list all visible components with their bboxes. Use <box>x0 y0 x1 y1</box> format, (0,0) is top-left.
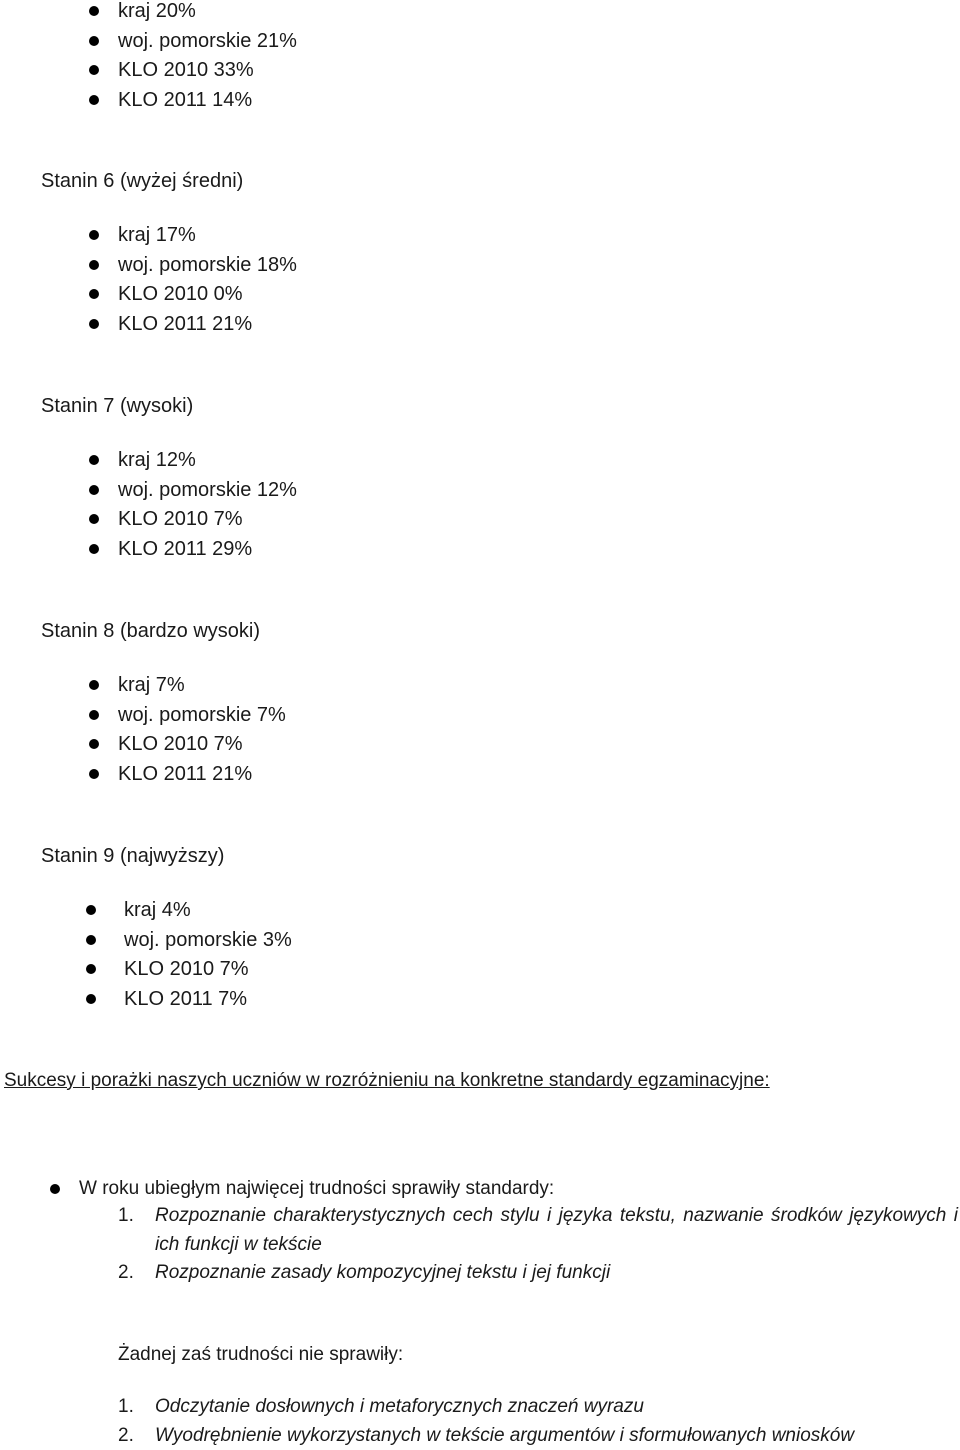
no-difficulties-list <box>118 1393 958 1450</box>
bullet-icon <box>86 994 96 1004</box>
difficulties-intro: W roku ubiegłym najwięcej trudności sprawiły standardy: <box>79 1174 554 1203</box>
stanin-8-list <box>0 671 286 789</box>
stanin-9-list <box>0 896 292 1014</box>
list-item: woj. pomorskie 3% <box>0 926 292 956</box>
bullet-icon <box>89 544 99 554</box>
difficulties-list <box>118 1202 958 1288</box>
section-heading: Sukcesy i porażki naszych uczniów w rozróżnieniu na konkretne standardy egzaminacyjne: <box>4 1066 770 1095</box>
list-item: KLO 2010 0% <box>0 280 297 310</box>
list-item: kraj 4% <box>0 896 292 926</box>
list-item: kraj 20% <box>0 0 297 27</box>
list-item: kraj 7% <box>0 671 286 701</box>
bullet-icon <box>89 319 99 329</box>
bullet-icon <box>89 260 99 270</box>
bullet-icon <box>89 6 99 16</box>
bullet-icon <box>89 739 99 749</box>
list-item: KLO 2011 21% <box>0 760 286 790</box>
stanin-8-title: Stanin 8 (bardzo wysoki) <box>41 617 260 646</box>
bullet-icon <box>86 905 96 915</box>
bullet-icon <box>89 485 99 495</box>
list-item: KLO 2010 33% <box>0 56 297 86</box>
bullet-icon <box>50 1184 60 1194</box>
bullet-icon <box>89 65 99 75</box>
bullet-icon <box>89 289 99 299</box>
stanin-9-title: Stanin 9 (najwyższy) <box>41 842 224 871</box>
list-item: KLO 2011 21% <box>0 310 297 340</box>
bullet-icon <box>89 36 99 46</box>
list-item: kraj 17% <box>0 221 297 251</box>
stanin-6-list <box>0 221 297 339</box>
stanin-7-title: Stanin 7 (wysoki) <box>41 392 193 421</box>
stanin-6-title: Stanin 6 (wyżej średni) <box>41 167 243 196</box>
bullet-icon <box>89 769 99 779</box>
list-item: woj. pomorskie 21% <box>0 27 297 57</box>
bullet-icon <box>89 710 99 720</box>
list-item: 2. Rozpoznanie zasady kompozycyjnej tekstu i jej funkcji <box>118 1259 958 1288</box>
bullet-icon <box>89 514 99 524</box>
list-item: woj. pomorskie 18% <box>0 251 297 281</box>
bullet-icon <box>89 455 99 465</box>
list-item: KLO 2010 7% <box>0 730 286 760</box>
bullet-icon <box>86 935 96 945</box>
list-item: KLO 2010 7% <box>0 505 297 535</box>
stanin-7-list <box>0 446 297 564</box>
list-item: woj. pomorskie 12% <box>0 476 297 506</box>
bullet-icon <box>89 680 99 690</box>
list-item: 1. Rozpoznanie charakterystycznych cech stylu i języka tekstu, nazwanie środków językowych i ich funkcji w tekście <box>118 1202 958 1259</box>
list-item: woj. pomorskie 7% <box>0 701 286 731</box>
list-item: 1. Odczytanie dosłownych i metaforycznych znaczeń wyrazu <box>118 1393 958 1422</box>
list-item: kraj 12% <box>0 446 297 476</box>
top-results-list <box>0 0 297 115</box>
list-item: 2. Wyodrębnienie wykorzystanych w tekście argumentów i sformułowanych wniosków <box>118 1422 958 1450</box>
bullet-icon <box>89 95 99 105</box>
bullet-icon <box>86 964 96 974</box>
list-item: KLO 2011 14% <box>0 86 297 116</box>
bullet-icon <box>89 230 99 240</box>
list-item: KLO 2011 7% <box>0 985 292 1015</box>
list-item: KLO 2010 7% <box>0 955 292 985</box>
no-difficulties-intro: Żadnej zaś trudności nie sprawiły: <box>118 1340 403 1369</box>
list-item: KLO 2011 29% <box>0 535 297 565</box>
